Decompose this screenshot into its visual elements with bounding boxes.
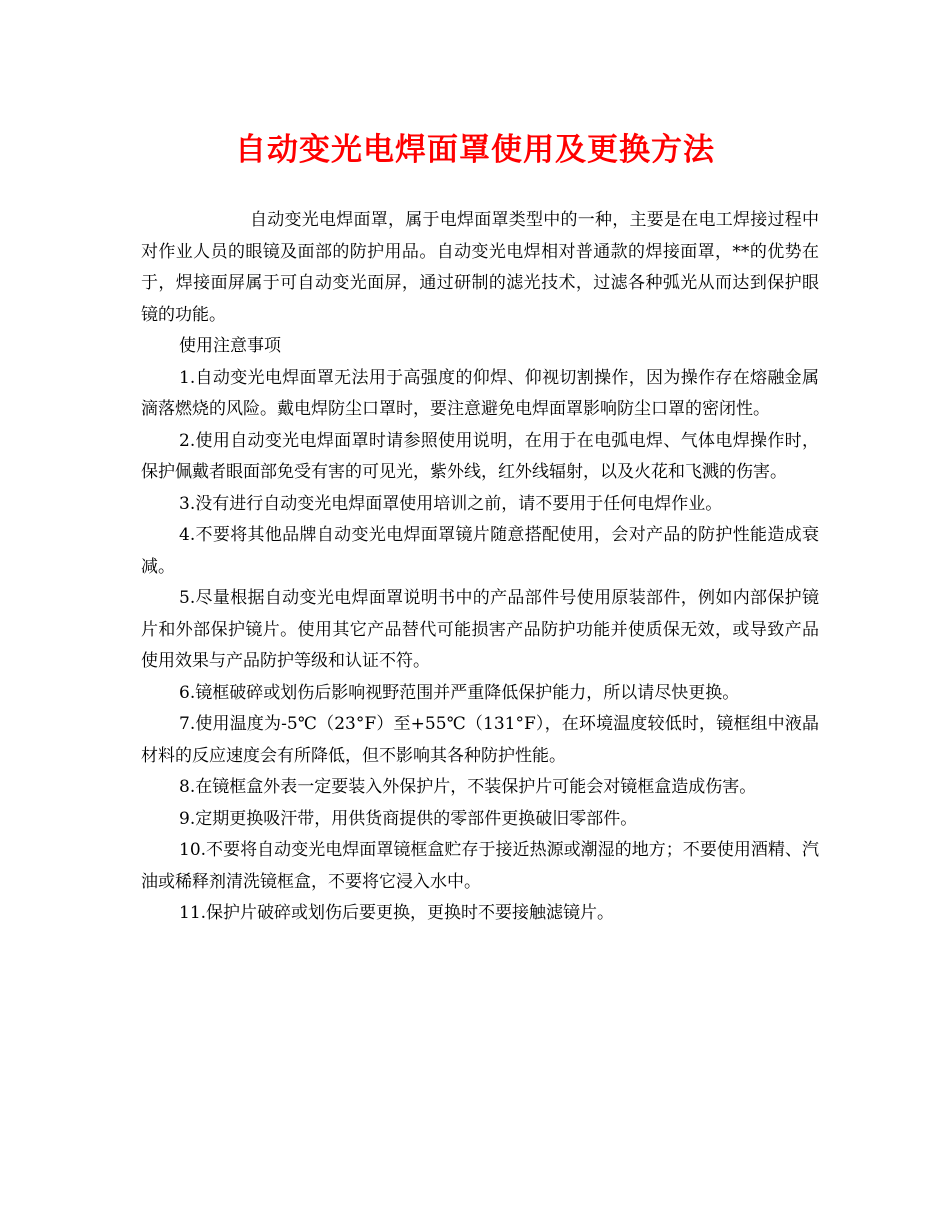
intro-paragraph: 自动变光电焊面罩，属于电焊面罩类型中的一种，主要是在电工焊接过程中对作业人员的眼镜及面部的防护用品。自动变光电焊相对普通款的焊接面罩，**的优势在于，焊接面屏属于可自动变光面屏，通过研制的滤光技术，过滤各种弧光从而达到保护眼镜的功能。 [141,210,819,325]
list-item: 5.尽量根据自动变光电焊面罩说明书中的产品部件号使用原装部件，例如内部保护镜片和外部保护镜片。使用其它产品替代可能损害产品防护功能并使质保无效，或导致产品使用效果与产品防护等级和认证不符。 [141,588,819,671]
list-item: 11.保护片破碎或划伤后要更换，更换时不要接触滤镜片。 [179,903,615,923]
list-item: 9.定期更换吸汗带，用供货商提供的零部件更换破旧零部件。 [179,808,638,829]
list-item: 7.使用温度为-5℃（23°F）至+55℃（131°F），在环境温度较低时，镜框组中液晶材料的反应速度会有所降低，但不影响其各种防护性能。 [141,714,819,766]
list-item: 8.在镜框盒外表一定要装入外保护片，不装保护片可能会对镜框盒造成伤害。 [179,777,757,797]
list-item: 6.镜框破碎或划伤后影响视野范围并严重降低保护能力，所以请尽快更换。 [179,682,740,703]
document-title: 自动变光电焊面罩使用及更换方法 [235,132,715,168]
section-heading: 使用注意事项 [179,336,281,356]
list-item: 3.没有进行自动变光电焊面罩使用培训之前，请不要用于任何电焊作业。 [179,493,723,514]
list-item: 4.不要将其他品牌自动变光电焊面罩镜片随意搭配使用，会对产品的防护性能造成衰减。 [141,525,819,577]
list-item: 10.不要将自动变光电焊面罩镜框盒贮存于接近热源或潮湿的地方；不要使用酒精、汽油或稀释剂清洗镜框盒，不要将它浸入水中。 [141,840,819,892]
document-body [141,205,819,930]
list-item: 2.使用自动变光电焊面罩时请参照使用说明，在用于在电弧电焊、气体电焊操作时，保护佩戴者眼面部免受有害的可见光，紫外线，红外线辐射，以及火花和飞溅的伤害。 [141,430,819,482]
list-item: 1.自动变光电焊面罩无法用于高强度的仰焊、仰视切割操作，因为操作存在熔融金属滴落燃烧的风险。戴电焊防尘口罩时，要注意避免电焊面罩影响防尘口罩的密闭性。 [141,367,819,419]
